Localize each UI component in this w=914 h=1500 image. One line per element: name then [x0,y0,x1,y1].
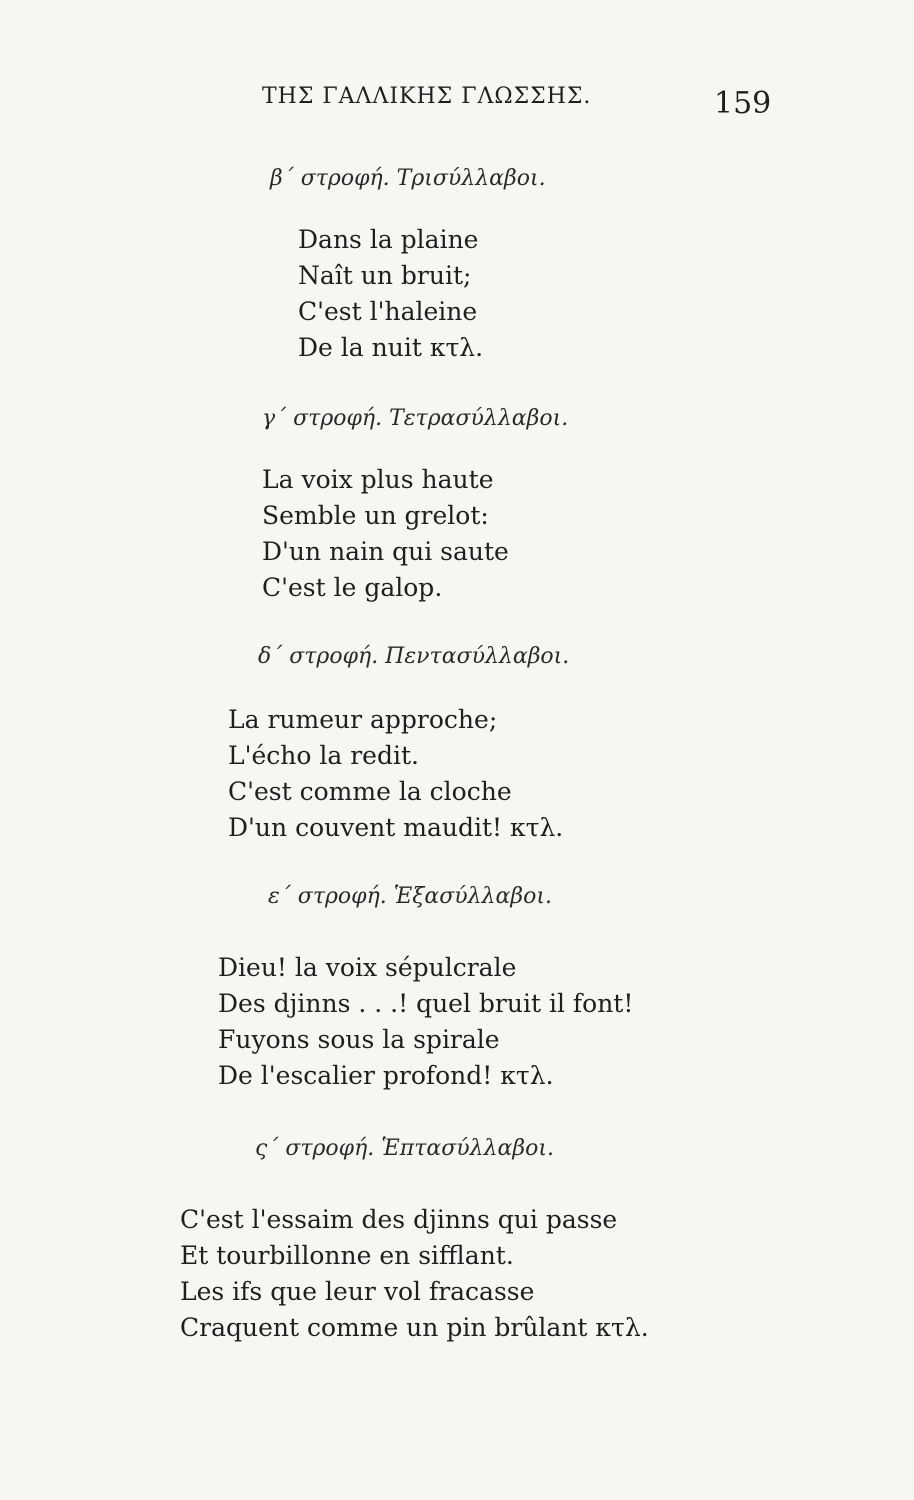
page-number: 159 [714,86,772,121]
verse-line: Des djinns . . .! quel bruit il font! [218,989,634,1018]
verse-line: D'un nain qui saute [262,537,509,566]
verse-line: L'écho la redit. [228,741,419,770]
verse-line: Dieu! la voix sépulcrale [218,953,517,982]
running-header: ΤΗΣ ΓΑΛΛΙΚΗΣ ΓΛΩΣΣΗΣ. [262,84,592,109]
stanza [180,1202,649,1346]
stanza-heading: γ΄ στροφή. Τετρασύλλαβοι. [262,406,569,431]
verse-line: Semble un grelot: [262,501,489,530]
stanza-heading: ε΄ στροφή. Ἑξασύλλαβοι. [268,884,552,909]
stanza [298,222,483,366]
verse-line: C'est l'essaim des djinns qui passe [180,1205,618,1234]
verse-line: Naît un bruit; [298,261,472,290]
verse-line: Dans la plaine [298,225,479,254]
verse-line: De la nuit κτλ. [298,333,484,362]
verse-line: Les ifs que leur vol fracasse [180,1277,535,1306]
verse-line: Fuyons sous la spirale [218,1025,500,1054]
verse-line: La rumeur approche; [228,705,498,734]
stanza-heading: β΄ στροφή. Τρισύλλαβοι. [270,166,546,191]
stanza [228,702,563,846]
stanza-heading: δ΄ στροφή. Πεντασύλλαβοι. [258,644,570,669]
verse-line: La voix plus haute [262,465,494,494]
verse-line: C'est l'haleine [298,297,478,326]
verse-line: De l'escalier profond! κτλ. [218,1061,554,1090]
stanza-heading: ς΄ στροφή. Ἑπτασύλλαβοι. [255,1136,554,1161]
stanza [218,950,633,1094]
verse-line: Et tourbillonne en sifflant. [180,1241,514,1270]
verse-line: C'est le galop. [262,573,443,602]
stanza [262,462,509,606]
verse-line: D'un couvent maudit! κτλ. [228,813,564,842]
verse-line: C'est comme la cloche [228,777,512,806]
verse-line: Craquent comme un pin brûlant κτλ. [180,1313,649,1342]
